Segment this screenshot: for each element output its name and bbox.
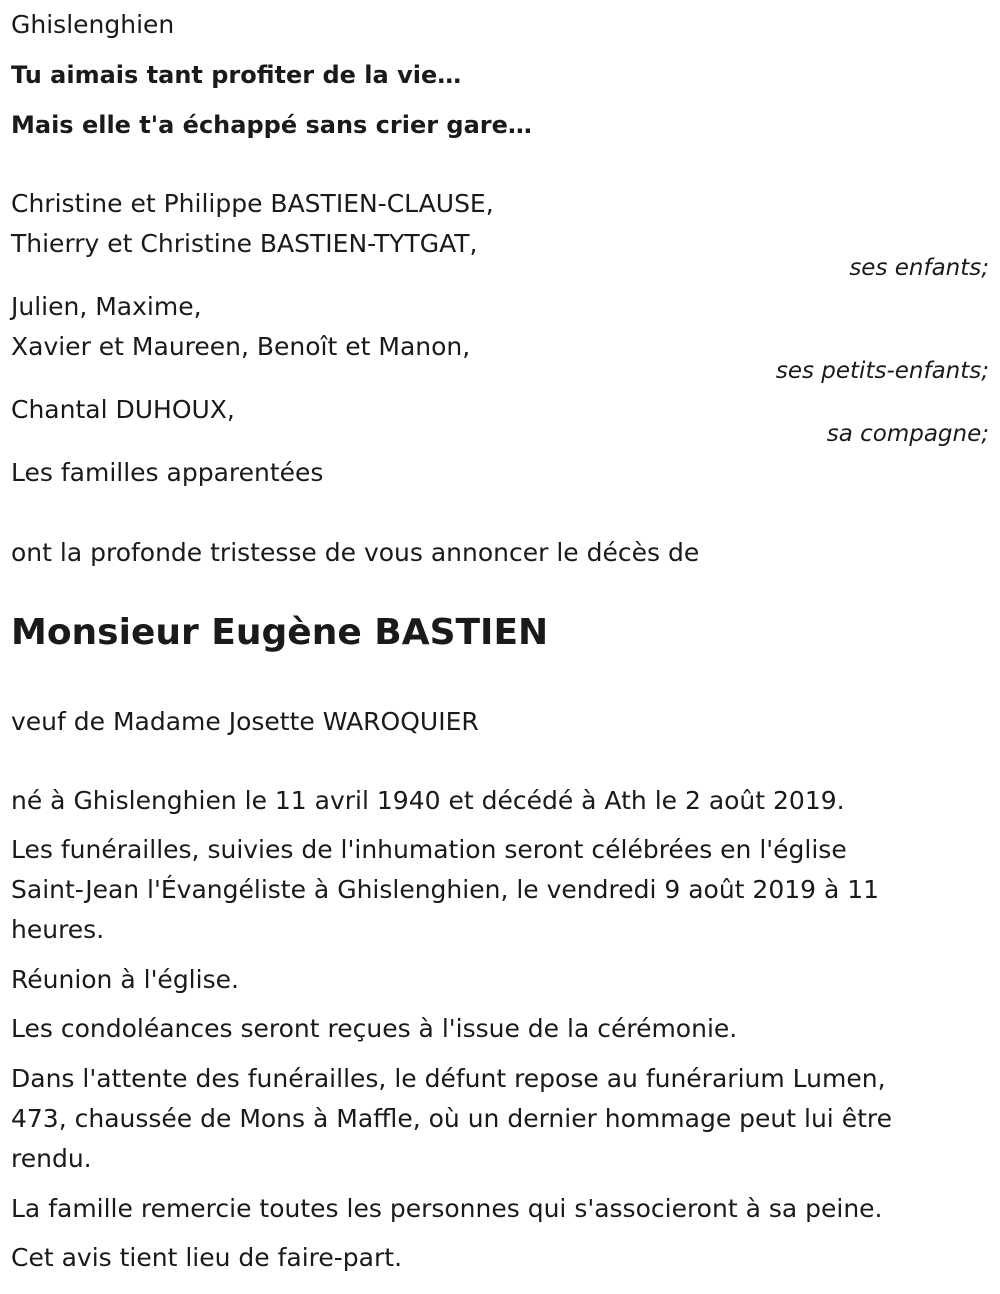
announcement-line: ont la profonde tristesse de vous annoncer le décès de [11, 538, 700, 567]
grandchildren-name-2: Xavier et Maureen, Benoît et Manon, [11, 332, 471, 361]
grandchildren-relation: ses petits-enfants; [775, 358, 989, 384]
detail-line-1: né à Ghislenghien le 11 avril 1940 et décédé à Ath le 2 août 2019. [11, 786, 845, 815]
place-heading: Ghislenghien [11, 10, 175, 39]
epigraph-line-1: Tu aimais tant profiter de la vie… [11, 61, 462, 89]
detail-line-4: heures. [11, 915, 105, 944]
detail-line-11: Cet avis tient lieu de faire-part. [11, 1243, 403, 1272]
widow-of-line: veuf de Madame Josette WAROQUIER [11, 707, 479, 736]
detail-line-5: Réunion à l'église. [11, 965, 239, 994]
detail-line-8: 473, chaussée de Mons à Maffle, où un dernier hommage peut lui être [11, 1104, 892, 1133]
companion-relation: sa compagne; [826, 421, 989, 447]
children-name-1: Christine et Philippe BASTIEN-CLAUSE, [11, 189, 494, 218]
epigraph-line-2: Mais elle t'a échappé sans crier gare… [11, 111, 532, 139]
detail-line-7: Dans l'attente des funérailles, le défunt repose au funérarium Lumen, [11, 1064, 886, 1093]
detail-line-6: Les condoléances seront reçues à l'issue de la cérémonie. [11, 1014, 738, 1043]
detail-line-9: rendu. [11, 1144, 92, 1173]
children-relation: ses enfants; [849, 255, 989, 281]
detail-line-2: Les funérailles, suivies de l'inhumation seront célébrées en l'église [11, 835, 847, 864]
detail-line-3: Saint-Jean l'Évangéliste à Ghislenghien, le vendredi 9 août 2019 à 11 [11, 875, 880, 904]
children-name-2: Thierry et Christine BASTIEN-TYTGAT, [11, 229, 478, 258]
deceased-name: Monsieur Eugène BASTIEN [11, 612, 549, 653]
detail-line-10: La famille remercie toutes les personnes qui s'associeront à sa peine. [11, 1194, 883, 1223]
grandchildren-name-1: Julien, Maxime, [11, 292, 202, 321]
companion-name: Chantal DUHOUX, [11, 395, 235, 424]
relatives-line: Les familles apparentées [11, 458, 324, 487]
